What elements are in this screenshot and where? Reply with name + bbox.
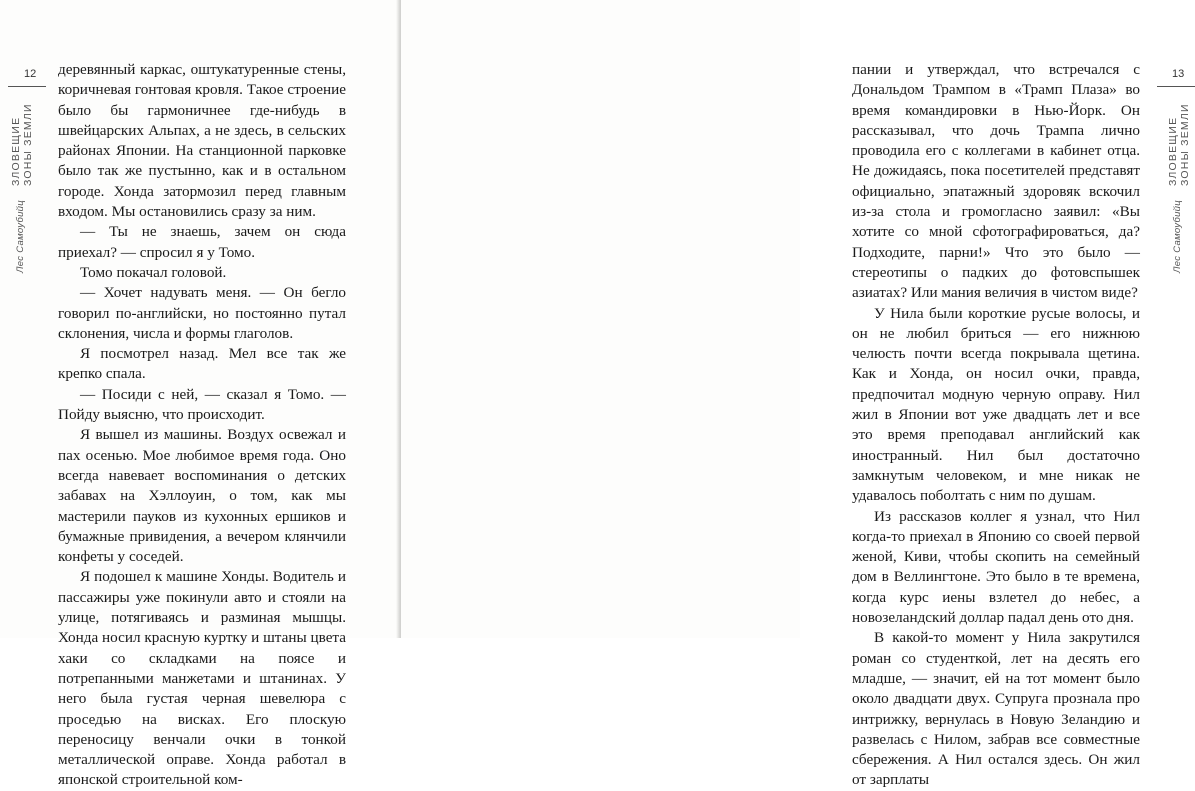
paragraph: Я вышел из машины. Воздух освежал и пах осенью. Мое любимое время года. Оно всегда навевает воспоминания о детских забавах на Хэллоуин, о том, как мы мастерили пауков из кухонных ершиков и бумажные привидения, а вечером клянчили конфеты у соседей.	[58, 426, 346, 566]
header-rule-left	[8, 86, 46, 87]
page-number-left: 12	[24, 68, 37, 80]
paragraph: деревянный каркас, оштукатуренные стены, коричневая гонтовая кровля. Такое строение было бы гармоничнее где-нибудь в швейцарских Альпах, а не здесь, в сельских районах Японии. На станционной парковке было так же пустынно, как и в остальном городе. Хонда затормозил перед главным входом. Мы остановились сразу за ним.	[58, 61, 346, 221]
paragraph: пании и утверждал, что встречался с Дональдом Трампом в «Трамп Плаза» во время командировки в Нью-Йорк. Он рассказывал, что дочь Трампа лично проводила его с коллегами в кабинет отца. Не дожидаясь, пока посетителей представят официально, эпатажный здоровяк вскочил из-за стола и громогласно заявил: «Вы хотите со мной сфотографироваться, да? Подходите, парни!» Что это было — стереотипы о падких до фотовспышек азиатах? Или мания величия в чистом виде?	[852, 61, 1140, 302]
paragraph: — Посиди с ней, — сказал я Томо. — Пойду выясню, что происходит.	[58, 385, 346, 424]
paragraph: Томо покачал головой.	[80, 263, 227, 281]
paragraph: У Нила были короткие русые волосы, и он не любил бриться — его нижнюю челюсть почти всегда покрывала щетина. Как и Хонда, он носил очки, правда, предпочитал модную черную оправу. Нил жил в Японии вот уже двадцать лет и все это время преподавал английский как иностранный. Нил был достаточно замкнутым человеком, и мне никак не удавалось поболтать с ним по душам.	[852, 304, 1140, 505]
running-title-line1: ЗЛОВЕЩИЕ	[10, 116, 22, 186]
page-number-right: 13	[1172, 68, 1185, 80]
running-title-left	[10, 96, 34, 186]
left-page	[0, 0, 399, 789]
running-title-line2: ЗОНЫ ЗЕМЛИ	[1179, 103, 1191, 186]
running-title-line1: ЗЛОВЕЩИЕ	[1167, 116, 1179, 186]
left-page-text	[58, 60, 346, 791]
paragraph: Я подошел к машине Хонды. Водитель и пассажиры уже покинули авто и стояли на улице, потягиваясь и разминая мышцы. Хонда носил красную куртку и штаны цвета хаки со складками на поясе и потрепанными манжетами и штанинах. У него была густая черная шевелюра с проседью на висках. Его плоскую переносицу венчали очки в тонкой металлической оправе. Хонда работал в японской строительной ком-	[58, 568, 346, 789]
paragraph: Я посмотрел назад. Мел все так же крепко спала.	[58, 345, 346, 383]
paragraph: — Хочет надувать меня. — Он бегло говорил по-английски, но постоянно путал склонения, числа и формы глаголов.	[58, 284, 346, 342]
paragraph: В какой-то момент у Нила закрутился роман со студенткой, лет на десять его младше, — значит, ей на тот момент было около двадцати двух. Супруга прознала про интрижку, вернулась в Новую Зеландию и развелась с Нилом, забрав все совместные сбережения. А Нил остался здесь. Он жил от зарплаты	[852, 629, 1140, 789]
running-author-right: Лес Самоубийц	[1172, 200, 1183, 274]
paragraph: Из рассказов коллег я узнал, что Нил когда-то приехал в Японию со своей первой женой, Киви, чтобы скопить на семейный дом в Веллингтоне. Это было в те времена, когда курс иены взлетел до небес, а новозеландский доллар падал день ото дня.	[852, 507, 1140, 627]
running-author-left: Лес Самоубийц	[15, 200, 26, 274]
running-title-line2: ЗОНЫ ЗЕМЛИ	[22, 103, 34, 186]
running-title-right	[1167, 96, 1191, 186]
paragraph: — Ты не знаешь, зачем он сюда приехал? — спросил я у Томо.	[58, 223, 346, 261]
right-page-text	[852, 60, 1140, 791]
header-rule-right	[1157, 86, 1195, 87]
right-page	[401, 0, 1191, 789]
